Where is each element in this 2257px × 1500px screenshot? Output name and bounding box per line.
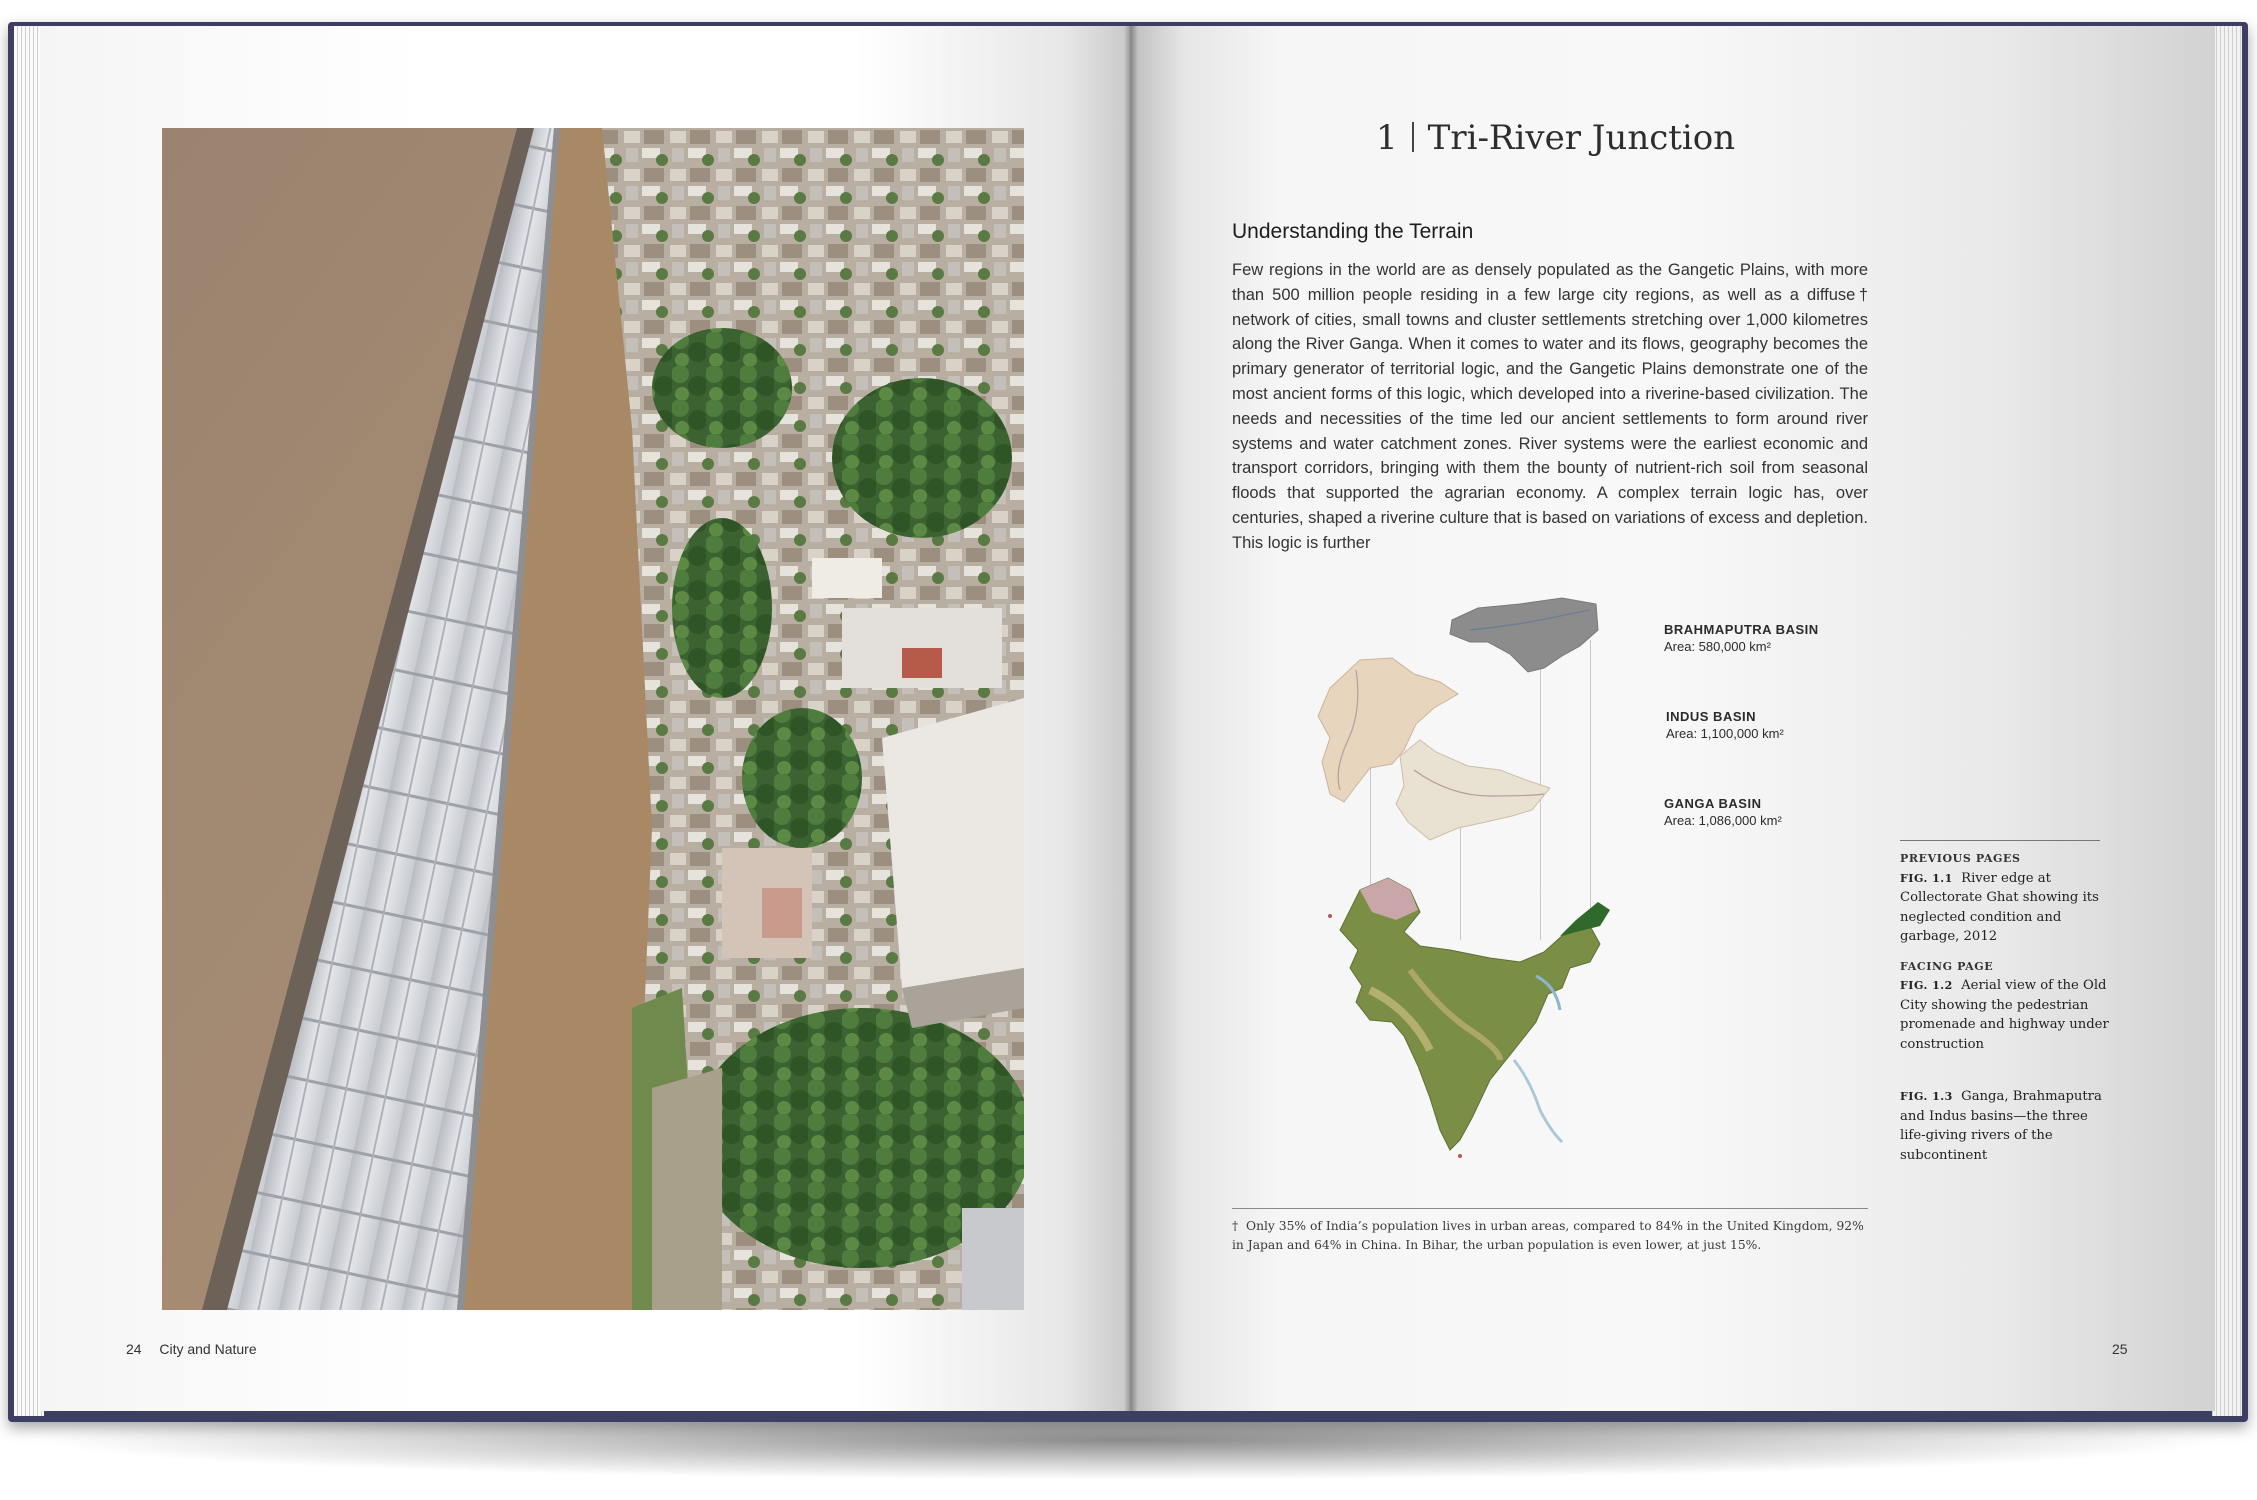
left-page-number: 24 [126,1341,142,1357]
basin-name: GANGA BASIN [1664,796,1762,811]
basin-area: Area: 1,100,000 km² [1666,726,1784,741]
book-gutter [1124,26,1138,1411]
footnote [1232,1217,1872,1254]
indus-basin-label [1666,709,1784,741]
footnote-text: Only 35% of India’s population lives in urban areas, compared to 84% in the United Kingdom, 92% in Japan and 64% in China. In Bihar, the urban population is even lower, at just 15%. [1232,1219,1864,1252]
body-paragraph: Few regions in the world are as densely populated as the Gangetic Plains, with more than 500 million people residing in a few large city regions, as well as a diffuse† network of cities, small towns and cluster settlements stretching over 1,000 kilometres along the River Ganga. When it comes to water and its flows, geography becomes the primary generator of territorial logic, and the Gangetic Plains demonstrate one of the most ancient forms of this logic, which developed into a riverine-based civilization. The needs and necessities of the time led our ancient settlements to form around river systems and water catchment zones. River systems were the earliest economic and transport corridors, bringing with them the bounty of nutrient-rich soil from seasonal floods that supported the agrarian economy. A complex terrain logic has, over centuries, shaped a riverine culture that is based on variations of excess and depletion. This logic is further [1232,261,1868,552]
basin-name: INDUS BASIN [1666,709,1757,724]
left-folio [126,1341,257,1357]
basin-name: BRAHMAPUTRA BASIN [1664,622,1819,637]
ganga-basin-label [1664,796,1782,828]
fig-1-1-number: FIG. 1.1 [1900,871,1953,885]
chapter-separator [1412,122,1414,152]
fig-1-2-text: Aerial view of the Old City showing the pedestrian promenade and highway under construction [1900,978,2109,1052]
brahmaputra-basin-map [1450,598,1598,672]
chapter-heading [1376,118,1735,158]
chapter-number: 1 [1376,118,1398,158]
caption-fig-1-1 [1900,869,2112,947]
basin-area: Area: 1,086,000 km² [1664,813,1782,828]
aerial-photo-illustration [162,128,1024,1310]
facing-page-heading: FACING PAGE [1900,959,1994,973]
section-title: Understanding the Terrain [1232,220,1474,243]
fig-1-1-text: River edge at Collectorate Ghat showing its neglected condition and garbage, 2012 [1900,870,2099,944]
figure-captions [1900,840,2112,1165]
brahmaputra-basin-label [1664,622,1819,654]
right-page-number: 25 [2112,1341,2128,1357]
basin-maps-svg [1300,590,1720,1160]
india-map [1340,878,1600,1150]
fig-1-3-text: Ganga, Brahmaputra and Indus basins—the three life-giving rivers of the subcontinent [1900,1089,2102,1163]
fig-1-3-number: FIG. 1.3 [1900,1090,1953,1103]
ganga-basin-map [1396,740,1550,840]
footnote-rule [1232,1208,1868,1209]
footnote-marker: † [1232,1219,1239,1233]
basin-maps [1300,590,1720,1160]
running-title: City and Nature [159,1341,257,1357]
basin-area: Area: 580,000 km² [1664,639,1771,654]
aerial-photo-riverfront [162,128,1024,1310]
chapter-title: Tri-River Junction [1427,118,1736,158]
caption-fig-1-2 [1900,976,2112,1054]
caption-fig-1-3 [1900,1087,2112,1165]
fig-1-2-number: FIG. 1.2 [1900,979,1953,992]
previous-pages-heading: PREVIOUS PAGES [1900,852,2021,865]
right-page-edges [2212,26,2242,1416]
